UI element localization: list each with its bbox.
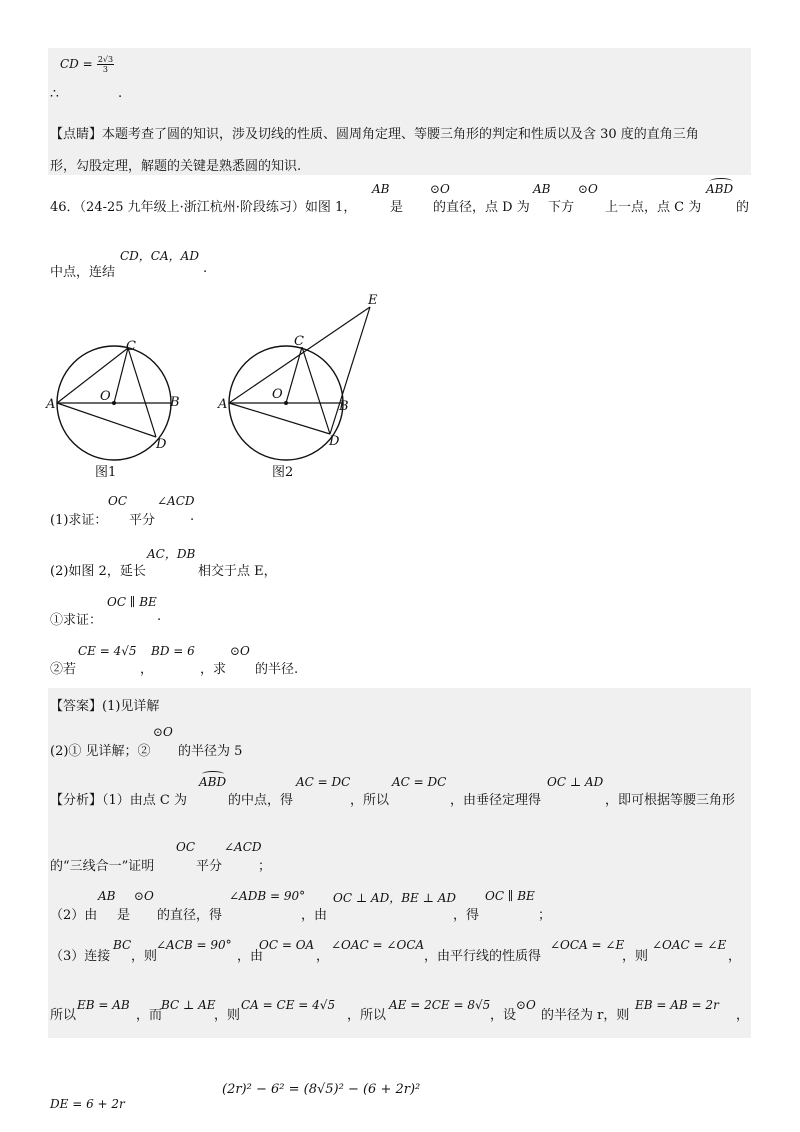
analysis1-d: ，由垂径定理得 (450, 793, 542, 808)
analysis2-angle: ∠ACD (224, 840, 262, 854)
part1-period: . (190, 509, 195, 524)
analysis3-m1: ∠ADB = 90° (229, 889, 306, 903)
analysis4-m3: ∠OAC = ∠OCA (331, 938, 425, 952)
q46-circle-o-2: ⊙O (578, 182, 598, 196)
analysis5-e: ，设 (490, 1008, 517, 1023)
analysis4-bc: BC (113, 938, 132, 952)
analysis5-m3: CA = CE = 4√5 (241, 998, 336, 1012)
analysis1-a: 【分析】（1）由点 C 为 (50, 793, 187, 808)
analysis5-c: ，则 (214, 1008, 241, 1023)
analysis3-circle-o: ⊙O (134, 889, 154, 903)
dianjing-line2: 形，勾股定理，解题的关键是熟悉圆的知识. (50, 159, 302, 174)
fig2-center-dot (284, 401, 288, 405)
fig2-segment-de (330, 307, 370, 434)
analysis4-g: ， (728, 949, 742, 964)
q46-text-6: 的 (736, 200, 750, 215)
part2ii-ce: CE = 4√5 (78, 644, 137, 658)
q46-arc-abd: ABD (706, 182, 734, 196)
analysis1-m2: AC = DC (392, 775, 447, 789)
therefore-symbol: ∴ (50, 86, 59, 102)
analysis3-b: 是 (117, 908, 131, 923)
analysis5-f: 的半径为 r，则 (541, 1008, 630, 1023)
q46-text-1: 46．（24-25 九年级上·浙江杭州·阶段练习）如图 1， (50, 200, 357, 215)
analysis4-m4: ∠OCA = ∠E (550, 938, 625, 952)
q46-text-8: . (203, 261, 208, 276)
analysis3-a: （2）由 (50, 908, 98, 923)
fig2-segment-ad (229, 403, 330, 434)
q46-segments: CD，CA，AD (120, 249, 199, 263)
analysis3-m3: OC ∥ BE (485, 889, 535, 903)
analysis4-c: ，由 (237, 949, 264, 964)
analysis1-m3: OC ⊥ AD (547, 775, 604, 789)
figure-2 (217, 293, 378, 480)
analysis1-e: ，即可根据等腰三角形 (605, 793, 736, 808)
part1-prefix: (1)求证： (50, 513, 108, 528)
fig2-label-b: B (339, 399, 349, 414)
fig1-caption: 图1 (95, 465, 117, 480)
fig2-label-d: D (329, 434, 340, 449)
analysis2-b: 平分 (196, 859, 223, 874)
q46-text-2: 是 (390, 200, 404, 215)
figure-1 (45, 339, 180, 480)
fig2-label-o: O (272, 387, 283, 402)
fig2-label-e: E (368, 293, 378, 308)
q46-text-7: 中点，连结 (50, 265, 116, 280)
analysis5-g: ， (736, 1008, 750, 1023)
q46-ab-2: AB (533, 182, 551, 196)
analysis2-c: ； (258, 859, 272, 874)
answer-line2-suffix: 的半径为 5 (178, 744, 243, 759)
fig1-label-c: C (126, 339, 136, 354)
fig1-label-b: B (170, 395, 180, 410)
bottom-de: DE = 6 + 2r (50, 1097, 125, 1111)
analysis5-a: 所以 (50, 1008, 77, 1023)
part2ii-ask: ，求 (200, 662, 227, 677)
analysis3-e: ，得 (453, 908, 480, 923)
part1-bisect: 平分 (129, 513, 156, 528)
analysis3-m2: OC ⊥ AD，BE ⊥ AD (333, 891, 457, 905)
part2i-parallel: OC ∥ BE (107, 595, 157, 609)
analysis5-m5: EB = AB = 2r (635, 998, 719, 1012)
analysis4-b: ，则 (131, 949, 158, 964)
analysis3-c: 的直径，得 (157, 908, 223, 923)
geometry-figures (40, 290, 400, 485)
fig2-segment-cd (302, 347, 330, 434)
part1-angle-acd: ∠ACD (157, 494, 195, 508)
cd-fraction: $\frac{2√3}{3}$ (97, 55, 114, 74)
analysis5-m1: EB = AB (77, 998, 130, 1012)
analysis4-m2: OC = OA (259, 938, 315, 952)
cd-equation (60, 55, 114, 74)
q46-circle-o-1: ⊙O (430, 182, 450, 196)
answer-circle-o: ⊙O (153, 725, 173, 739)
analysis5-circle-o: ⊙O (516, 998, 536, 1012)
analysis3-ab: AB (98, 889, 116, 903)
fig1-label-d: D (156, 437, 167, 452)
analysis1-arc: ABD (199, 775, 227, 789)
analysis1-b: 的中点，得 (228, 793, 294, 808)
analysis4-m1: ∠ACB = 90° (156, 938, 232, 952)
analysis5-m2: BC ⊥ AE (161, 998, 216, 1012)
analysis1-c: ，所以 (350, 793, 390, 808)
analysis2-oc: OC (176, 840, 196, 854)
period: . (118, 86, 123, 101)
analysis2-a: 的“三线合一”证明 (50, 859, 155, 874)
part2ii-radius: 的半径. (255, 662, 299, 677)
analysis1-arc-mark (202, 771, 224, 777)
analysis4-m5: ∠OAC = ∠E (652, 938, 727, 952)
part2-segments: AC，DB (147, 547, 196, 561)
part2ii-prefix: ②若 (50, 662, 77, 677)
q46-ab-1: AB (372, 182, 390, 196)
analysis4-e: ，由平行线的性质得 (424, 949, 542, 964)
answer-line1: 【答案】(1)见详解 (50, 699, 160, 714)
analysis5-b: ，而 (136, 1008, 163, 1023)
answer-line2-prefix: (2)① 见详解；② (50, 744, 151, 759)
q46-text-5: 上一点，点 C 为 (605, 200, 702, 215)
part2ii-bd: BD = 6 (151, 644, 195, 658)
fig2-label-c: C (294, 334, 304, 349)
cd-lhs: CD = (60, 57, 93, 71)
fig1-label-o: O (100, 389, 111, 404)
part2ii-circle-o: ⊙O (230, 644, 250, 658)
analysis1-m1: AC = DC (296, 775, 351, 789)
part2i-period: . (157, 609, 162, 624)
fig2-label-a: A (218, 397, 228, 412)
part2-suffix: 相交于点 E， (198, 564, 277, 579)
analysis3-d: ，由 (301, 908, 328, 923)
analysis5-d: ，所以 (347, 1008, 387, 1023)
analysis3-f: ； (538, 908, 552, 923)
part1-oc: OC (108, 494, 128, 508)
fig2-caption: 图2 (272, 465, 294, 480)
q46-text-4: 下方 (548, 200, 575, 215)
fig2-segment-oc (286, 347, 302, 403)
q46-arc-mark (710, 178, 732, 184)
dianjing-line1: 【点睛】本题考查了圆的知识，涉及切线的性质、圆周角定理、等腰三角形的判定和性质以及含 30 度的直角三角 (50, 127, 699, 142)
analysis4-f: ，则 (622, 949, 649, 964)
part2-prefix: (2)如图 2，延长 (50, 564, 146, 579)
fig1-center-dot (112, 401, 116, 405)
fig1-segment-oc (114, 348, 128, 403)
bottom-equation: (2r)² − 6² = (8√5)² − (6 + 2r)² (222, 1082, 421, 1097)
fig1-label-a: A (46, 397, 56, 412)
analysis4-a: （3）连接 (50, 949, 111, 964)
analysis5-m4: AE = 2CE = 8√5 (389, 998, 491, 1012)
part2ii-comma: ， (140, 662, 154, 677)
q46-text-3: 的直径，点 D 为 (433, 200, 530, 215)
fig1-segment-cd (128, 348, 156, 437)
fig1-segment-ad (57, 403, 156, 437)
analysis4-d: ， (316, 949, 330, 964)
part2i-prefix: ①求证： (50, 613, 103, 628)
fig1-segment-ac (57, 348, 128, 403)
